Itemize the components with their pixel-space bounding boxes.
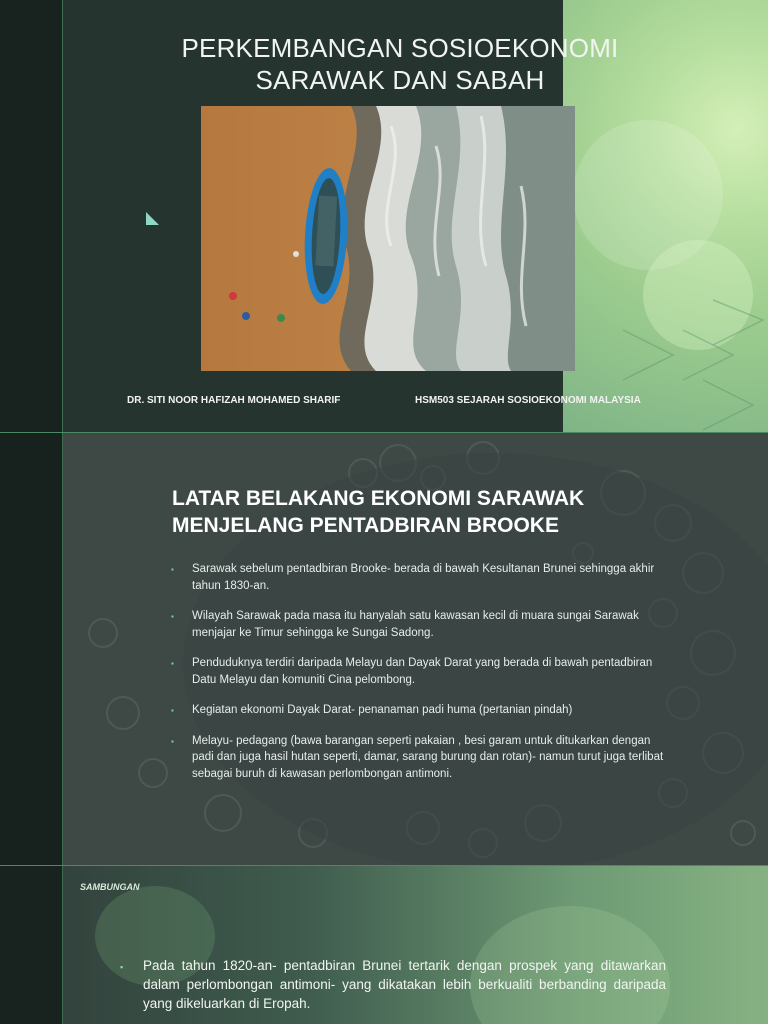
bullet-text: Wilayah Sarawak pada masa itu hanyalah satu kawasan kecil di muara sungai Sarawak menjajar ke Timur sehingga ke Sungai Sadong.	[192, 610, 639, 639]
list-item	[171, 702, 671, 719]
bullet-icon: ▪	[171, 565, 174, 574]
bullet-icon: ▪	[171, 659, 174, 668]
triangle-icon	[146, 212, 159, 225]
course-title: HSM503 SEJARAH SOSIOEKONOMI MALAYSIA	[415, 395, 641, 406]
left-accent-bar	[0, 433, 63, 865]
continuation-slide	[0, 866, 768, 1024]
title-line-2: SARAWAK DAN SABAH	[255, 65, 545, 95]
paragraph	[120, 956, 666, 1013]
title-slide	[0, 0, 768, 432]
bullet-icon: ▪	[120, 962, 124, 972]
bullet-icon: ▪	[171, 706, 174, 715]
left-accent-bar	[0, 866, 63, 1024]
bullet-text: Penduduknya terdiri daripada Melayu dan Dayak Darat yang berada di bawah pentadbiran Datu Melayu dan komuniti Cina pelombong.	[192, 657, 653, 686]
list-item	[171, 655, 671, 688]
bullet-icon: ▪	[171, 612, 174, 621]
slide-title	[130, 32, 670, 96]
bullet-text: Sarawak sebelum pentadbiran Brooke- berada di bawah Kesultanan Brunei sehingga akhir tahun 1830-an.	[192, 563, 655, 592]
bullet-text: Melayu- pedagang (bawa barangan seperti pakaian , besi garam untuk ditukarkan dengan padi dan juga hasil hutan seperti, damar, sarang burung dan rotan)- namun turut juga terlibat sebagai buruh di kawasan perlombongan antimoni.	[192, 734, 664, 780]
slide-heading	[172, 485, 692, 539]
list-item	[171, 608, 671, 641]
paragraph-text: Pada tahun 1820-an- pentadbiran Brunei tertarik dengan prospek yang ditawarkan dalam perlombongan antimoni- yang dikatakan lebih berkualiti berbanding daripada yang dikeluarkan di Eropah.	[143, 958, 666, 1011]
bullet-list	[171, 561, 671, 796]
bullet-text: Kegiatan ekonomi Dayak Darat- penanaman padi huma (pertanian pindah)	[192, 704, 573, 716]
left-accent-bar	[0, 0, 63, 432]
section-label: SAMBUNGAN	[80, 882, 140, 892]
list-item	[171, 561, 671, 594]
heading-line-1: LATAR BELAKANG EKONOMI SARAWAK	[172, 487, 585, 510]
content-slide	[0, 433, 768, 865]
heading-line-2: MENJELANG PENTADBIRAN BROOKE	[172, 514, 559, 537]
author-name: DR. SITI NOOR HAFIZAH MOHAMED SHARIF	[127, 395, 341, 406]
list-item	[171, 733, 671, 783]
title-line-1: PERKEMBANGAN SOSIOEKONOMI	[181, 33, 619, 63]
bullet-icon: ▪	[171, 736, 174, 746]
beach-boat-photo	[201, 106, 575, 371]
